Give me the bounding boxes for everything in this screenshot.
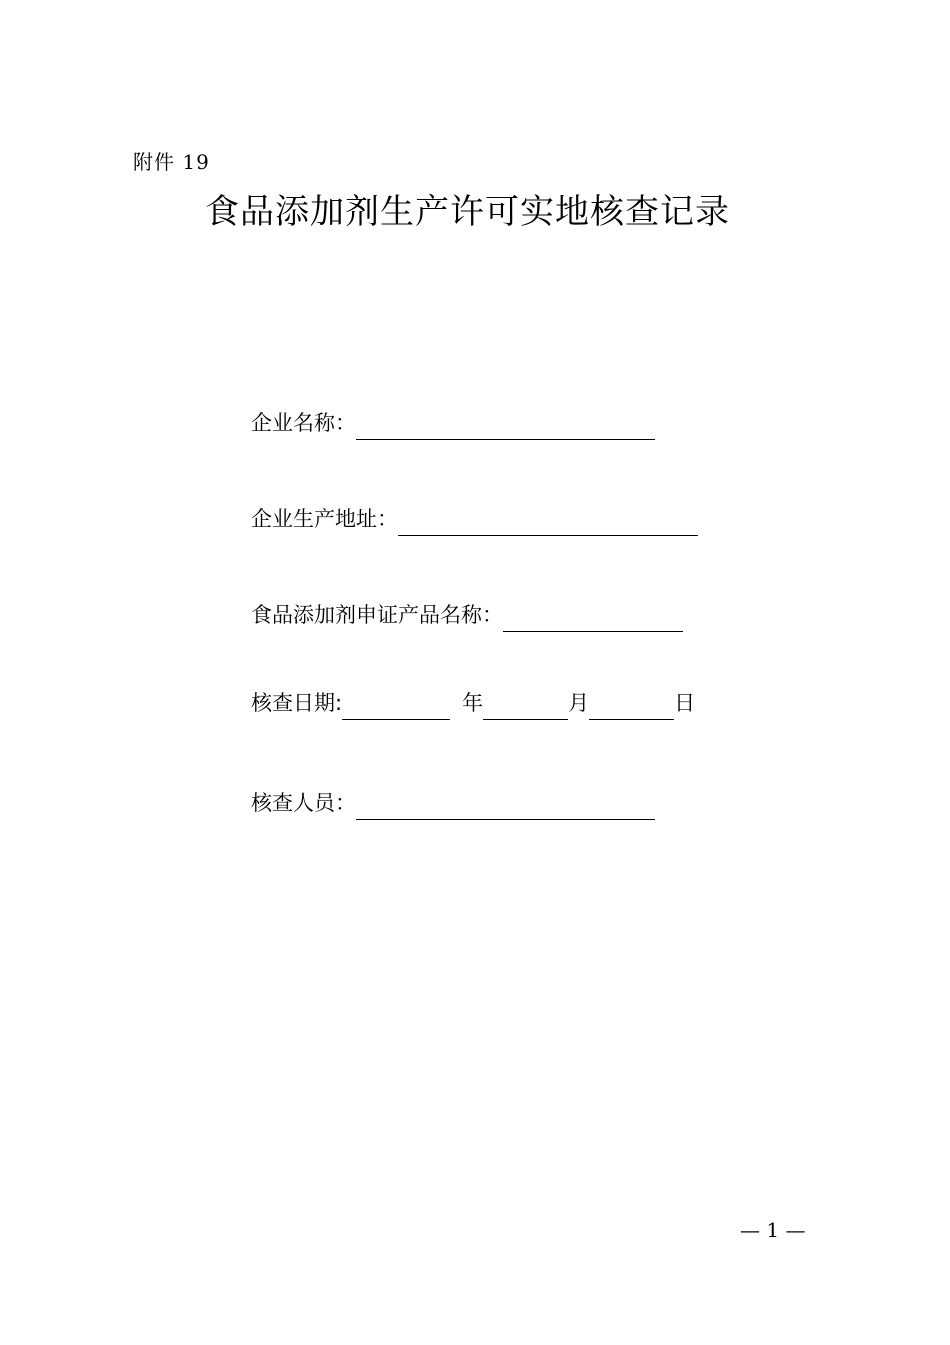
document-title: 食品添加剂生产许可实地核查记录 bbox=[205, 192, 730, 232]
company-name-label: 企业名称： bbox=[251, 411, 356, 435]
attachment-label: 附件 19 bbox=[133, 150, 210, 174]
inspection-month-field[interactable] bbox=[483, 695, 568, 720]
production-address-row bbox=[251, 506, 698, 532]
page-number: — 1 — bbox=[740, 1218, 806, 1242]
product-name-label: 食品添加剂申证产品名称： bbox=[251, 603, 503, 627]
year-unit: 年 bbox=[462, 691, 484, 715]
product-name-field[interactable] bbox=[503, 607, 683, 632]
day-unit: 日 bbox=[674, 691, 696, 715]
inspectors-field[interactable] bbox=[356, 795, 655, 820]
inspectors-row bbox=[251, 790, 655, 816]
inspectors-label: 核查人员： bbox=[251, 791, 356, 815]
inspection-day-field[interactable] bbox=[589, 695, 674, 720]
inspection-date-label: 核查日期: bbox=[251, 691, 343, 715]
inspection-year-field[interactable] bbox=[342, 695, 450, 720]
company-name-field[interactable] bbox=[356, 415, 655, 440]
inspection-date-row bbox=[251, 690, 695, 716]
product-name-row bbox=[251, 602, 683, 628]
production-address-label: 企业生产地址： bbox=[251, 507, 398, 531]
production-address-field[interactable] bbox=[398, 511, 698, 536]
company-name-row bbox=[251, 410, 655, 436]
month-unit: 月 bbox=[568, 691, 590, 715]
